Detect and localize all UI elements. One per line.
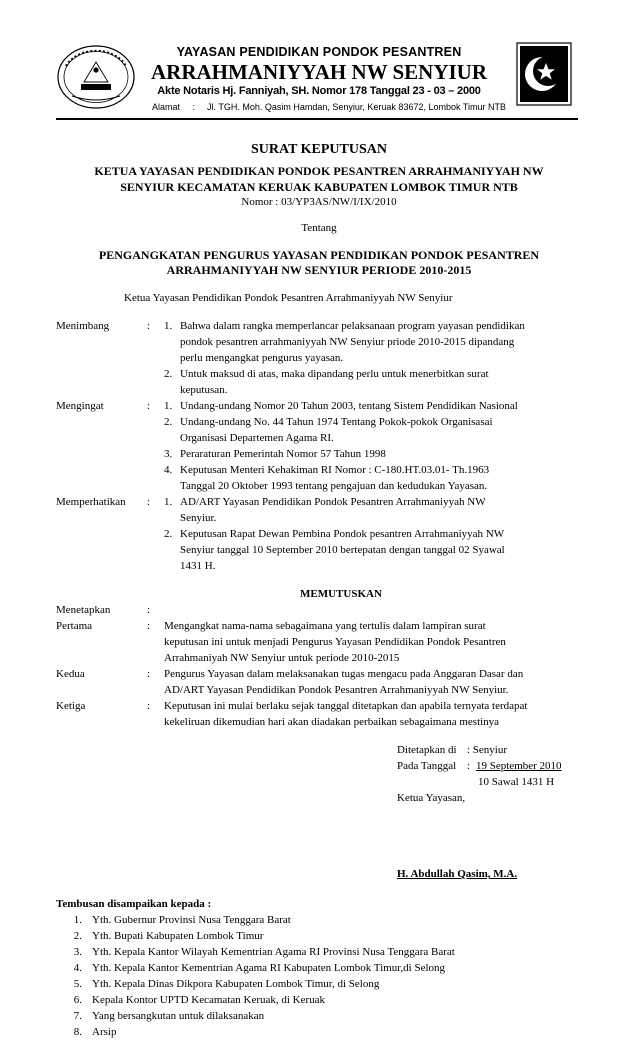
decision-line: kekeliruan dikemudian hari akan diadakan perbaikan sebagaimana mestinya: [164, 716, 500, 728]
item-number: 1.: [164, 496, 173, 508]
cc-number: 6.: [73, 994, 82, 1006]
section-colon: :: [147, 400, 151, 412]
item-line: Untuk maksud di atas, maka dipandang perlu untuk menerbitkan surat: [180, 368, 489, 380]
item-line: Bahwa dalam rangka memperlancar pelaksanaan program yayasan pendidikan: [180, 320, 525, 332]
cc-item: Kepala Kontor UPTD Kecamatan Keruak, di Keruak: [92, 994, 326, 1006]
decision-line: Keputusan ini mulai berlaku sejak tanggal ditetapkan dan apabila ternyata terdapat: [164, 700, 528, 712]
item-line: Keputusan Menteri Kehakiman RI Nomor : C-180.HT.03.01- Th.1963: [180, 464, 490, 476]
decision-heading: MEMUTUSKAN: [300, 588, 382, 600]
address-line: [152, 102, 506, 112]
cc-title: Tembusan disampaikan kepada :: [56, 898, 212, 910]
subject-line-2: ARRAHMANIYYAH NW SENYIUR PERIODE 2010-2015: [166, 263, 472, 277]
hijri-date: 10 Sawal 1431 H: [478, 776, 555, 788]
date-colon: :: [467, 760, 471, 772]
date-value: 19 September 2010: [476, 760, 562, 772]
item-line: Senyiur tanggal 10 September 2010 bertepatan dengan tanggal 02 Syawal: [180, 544, 505, 556]
cc-number: 8.: [73, 1026, 82, 1038]
cc-item: Yth. Kepala Dinas Dikpora Kabupaten Lombok Timur, di Selong: [92, 978, 380, 990]
item-line: Peraraturan Pemerintah Nomor 57 Tahun 1998: [180, 448, 386, 460]
place-value: : Senyiur: [467, 744, 508, 756]
cc-number: 7.: [73, 1010, 82, 1022]
item-number: 1.: [164, 320, 173, 332]
section-colon: :: [147, 496, 151, 508]
cc-number: 1.: [73, 914, 82, 926]
cc-item: Yth. Kepala Kantor Kementrian Agama RI Kabupaten Lombok Timur,di Selong: [92, 962, 446, 974]
document-title: SURAT KEPUTUSAN: [250, 142, 387, 157]
section-label-memperhatikan: Memperhatikan: [56, 496, 126, 508]
decision-line: Arrahmaniyah NW Senyiur untuk periode 2010-2015: [164, 652, 400, 664]
subject-line-1: PENGANGKATAN PENGURUS YAYASAN PENDIDIKAN PONDOK PESANTREN: [98, 248, 540, 262]
cc-number: 2.: [73, 930, 82, 942]
issuer-line-2: SENYIUR KECAMATAN KERUAK KABUPATEN LOMBOK TIMUR NTB: [120, 180, 518, 194]
section-colon: :: [147, 320, 151, 332]
cc-item: Yang bersangkutan untuk dilaksanakan: [92, 1010, 265, 1022]
preamble: Ketua Yayasan Pendidikan Pondok Pesantren Arrahmaniyyah NW Senyiur: [124, 292, 453, 304]
decision-line: AD/ART Yayasan Pendidikan Pondok Pesantren Arrahmaniyyah NW Senyiur.: [164, 684, 509, 696]
signatory-role: Ketua Yayasan,: [397, 792, 466, 804]
decree-number: Nomor : 03/YP3AS/NW/I/IX/2010: [241, 196, 397, 208]
section-colon: :: [147, 700, 151, 712]
item-line: Undang-undang No. 44 Tahun 1974 Tentang Pokok-pokok Organisasai: [180, 416, 493, 428]
item-line: perlu mengangkat pengurus yayasan.: [180, 352, 344, 364]
item-number: 3.: [164, 448, 173, 460]
item-line: 1431 H.: [180, 560, 216, 572]
item-line: pondok pesantren arrahmaniyyah NW Senyiur priode 2010-2015 dipandang: [180, 336, 515, 348]
item-line: Undang-undang Nomor 20 Tahun 2003, tentang Sistem Pendidikan Nasional: [180, 400, 518, 412]
section-colon: :: [147, 620, 151, 632]
decision-line: keputusan ini untuk menjadi Pengurus Yayasan Pendidikan Pondok Pesantren: [164, 636, 506, 648]
item-number: 4.: [164, 464, 173, 476]
item-number: 1.: [164, 400, 173, 412]
section-label-mengingat: Mengingat: [56, 400, 104, 412]
section-label-menetapkan: Menetapkan: [56, 604, 111, 616]
date-label: Pada Tanggal: [397, 760, 457, 772]
cc-number: 5.: [73, 978, 82, 990]
address-colon: :: [192, 102, 196, 112]
cc-number: 3.: [73, 946, 82, 958]
item-line: Tanggal 20 Oktober 1993 tentang pengajuan dan kedudukan Yayasan.: [180, 480, 488, 492]
item-line: Keputusan Rapat Dewan Pembina Pondok pesantren Arrahmaniyyah NW: [180, 528, 505, 540]
section-label-kedua: Kedua: [56, 668, 85, 680]
item-number: 2.: [164, 416, 173, 428]
issuer-line-1: KETUA YAYASAN PENDIDIKAN PONDOK PESANTREN ARRAHMANIYYAH NW: [94, 164, 544, 178]
nw-crescent-star-flag: [516, 42, 572, 106]
foundation-name: ARRAHMANIYYAH NW SENYIUR: [150, 60, 488, 84]
section-label-pertama: Pertama: [56, 620, 93, 632]
section-label-ketiga: Ketiga: [56, 700, 86, 712]
section-colon: :: [147, 604, 151, 616]
item-line: AD/ART Yayasan Pendidikan Pondok Pesantren Arrahmaniyyah NW: [180, 496, 486, 508]
decision-line: Mengangkat nama-nama sebagaimana yang tertulis dalam lampiran surat: [164, 620, 486, 632]
section-label-menimbang: Menimbang: [56, 320, 110, 332]
item-line: keputusan.: [180, 384, 228, 396]
place-label: Ditetapkan di: [397, 744, 457, 756]
cc-number: 4.: [73, 962, 82, 974]
section-colon: :: [147, 668, 151, 680]
cc-item: Yth. Bupati Kabupaten Lombok Timur: [92, 930, 264, 942]
notary-deed-line: Akte Notaris Hj. Fanniyah, SH. Nomor 178 Tanggal 23 - 03 – 2000: [157, 85, 481, 97]
cc-item: Yth. Gubernur Provinsi Nusa Tenggara Barat: [92, 914, 291, 926]
item-line: Senyiur.: [180, 512, 217, 524]
foundation-type-line: YAYASAN PENDIDIKAN PONDOK PESANTREN: [176, 45, 462, 59]
item-line: Organisasi Departemen Agama RI.: [180, 432, 334, 444]
decision-line: Pengurus Yayasan dalam melaksanakan tugas mengacu pada Anggaran Dasar dan: [164, 668, 524, 680]
signatory-name: H. Abdullah Qasim, M.A.: [397, 868, 518, 880]
cc-item: Yth. Kepala Kantor Wilayah Kementrian Agama RI Provinsi Nusa Tenggara Barat: [92, 946, 455, 958]
about-label: Tentang: [301, 222, 337, 234]
letterhead-divider: [56, 118, 578, 120]
cc-item: Arsip: [92, 1026, 117, 1038]
item-number: 2.: [164, 528, 173, 540]
address-label: Alamat: [152, 102, 181, 112]
item-number: 2.: [164, 368, 173, 380]
address-text: Jl. TGH. Moh. Qasim Hamdan, Senyiur, Keruak 83672, Lombok Timur NTB: [207, 102, 506, 112]
